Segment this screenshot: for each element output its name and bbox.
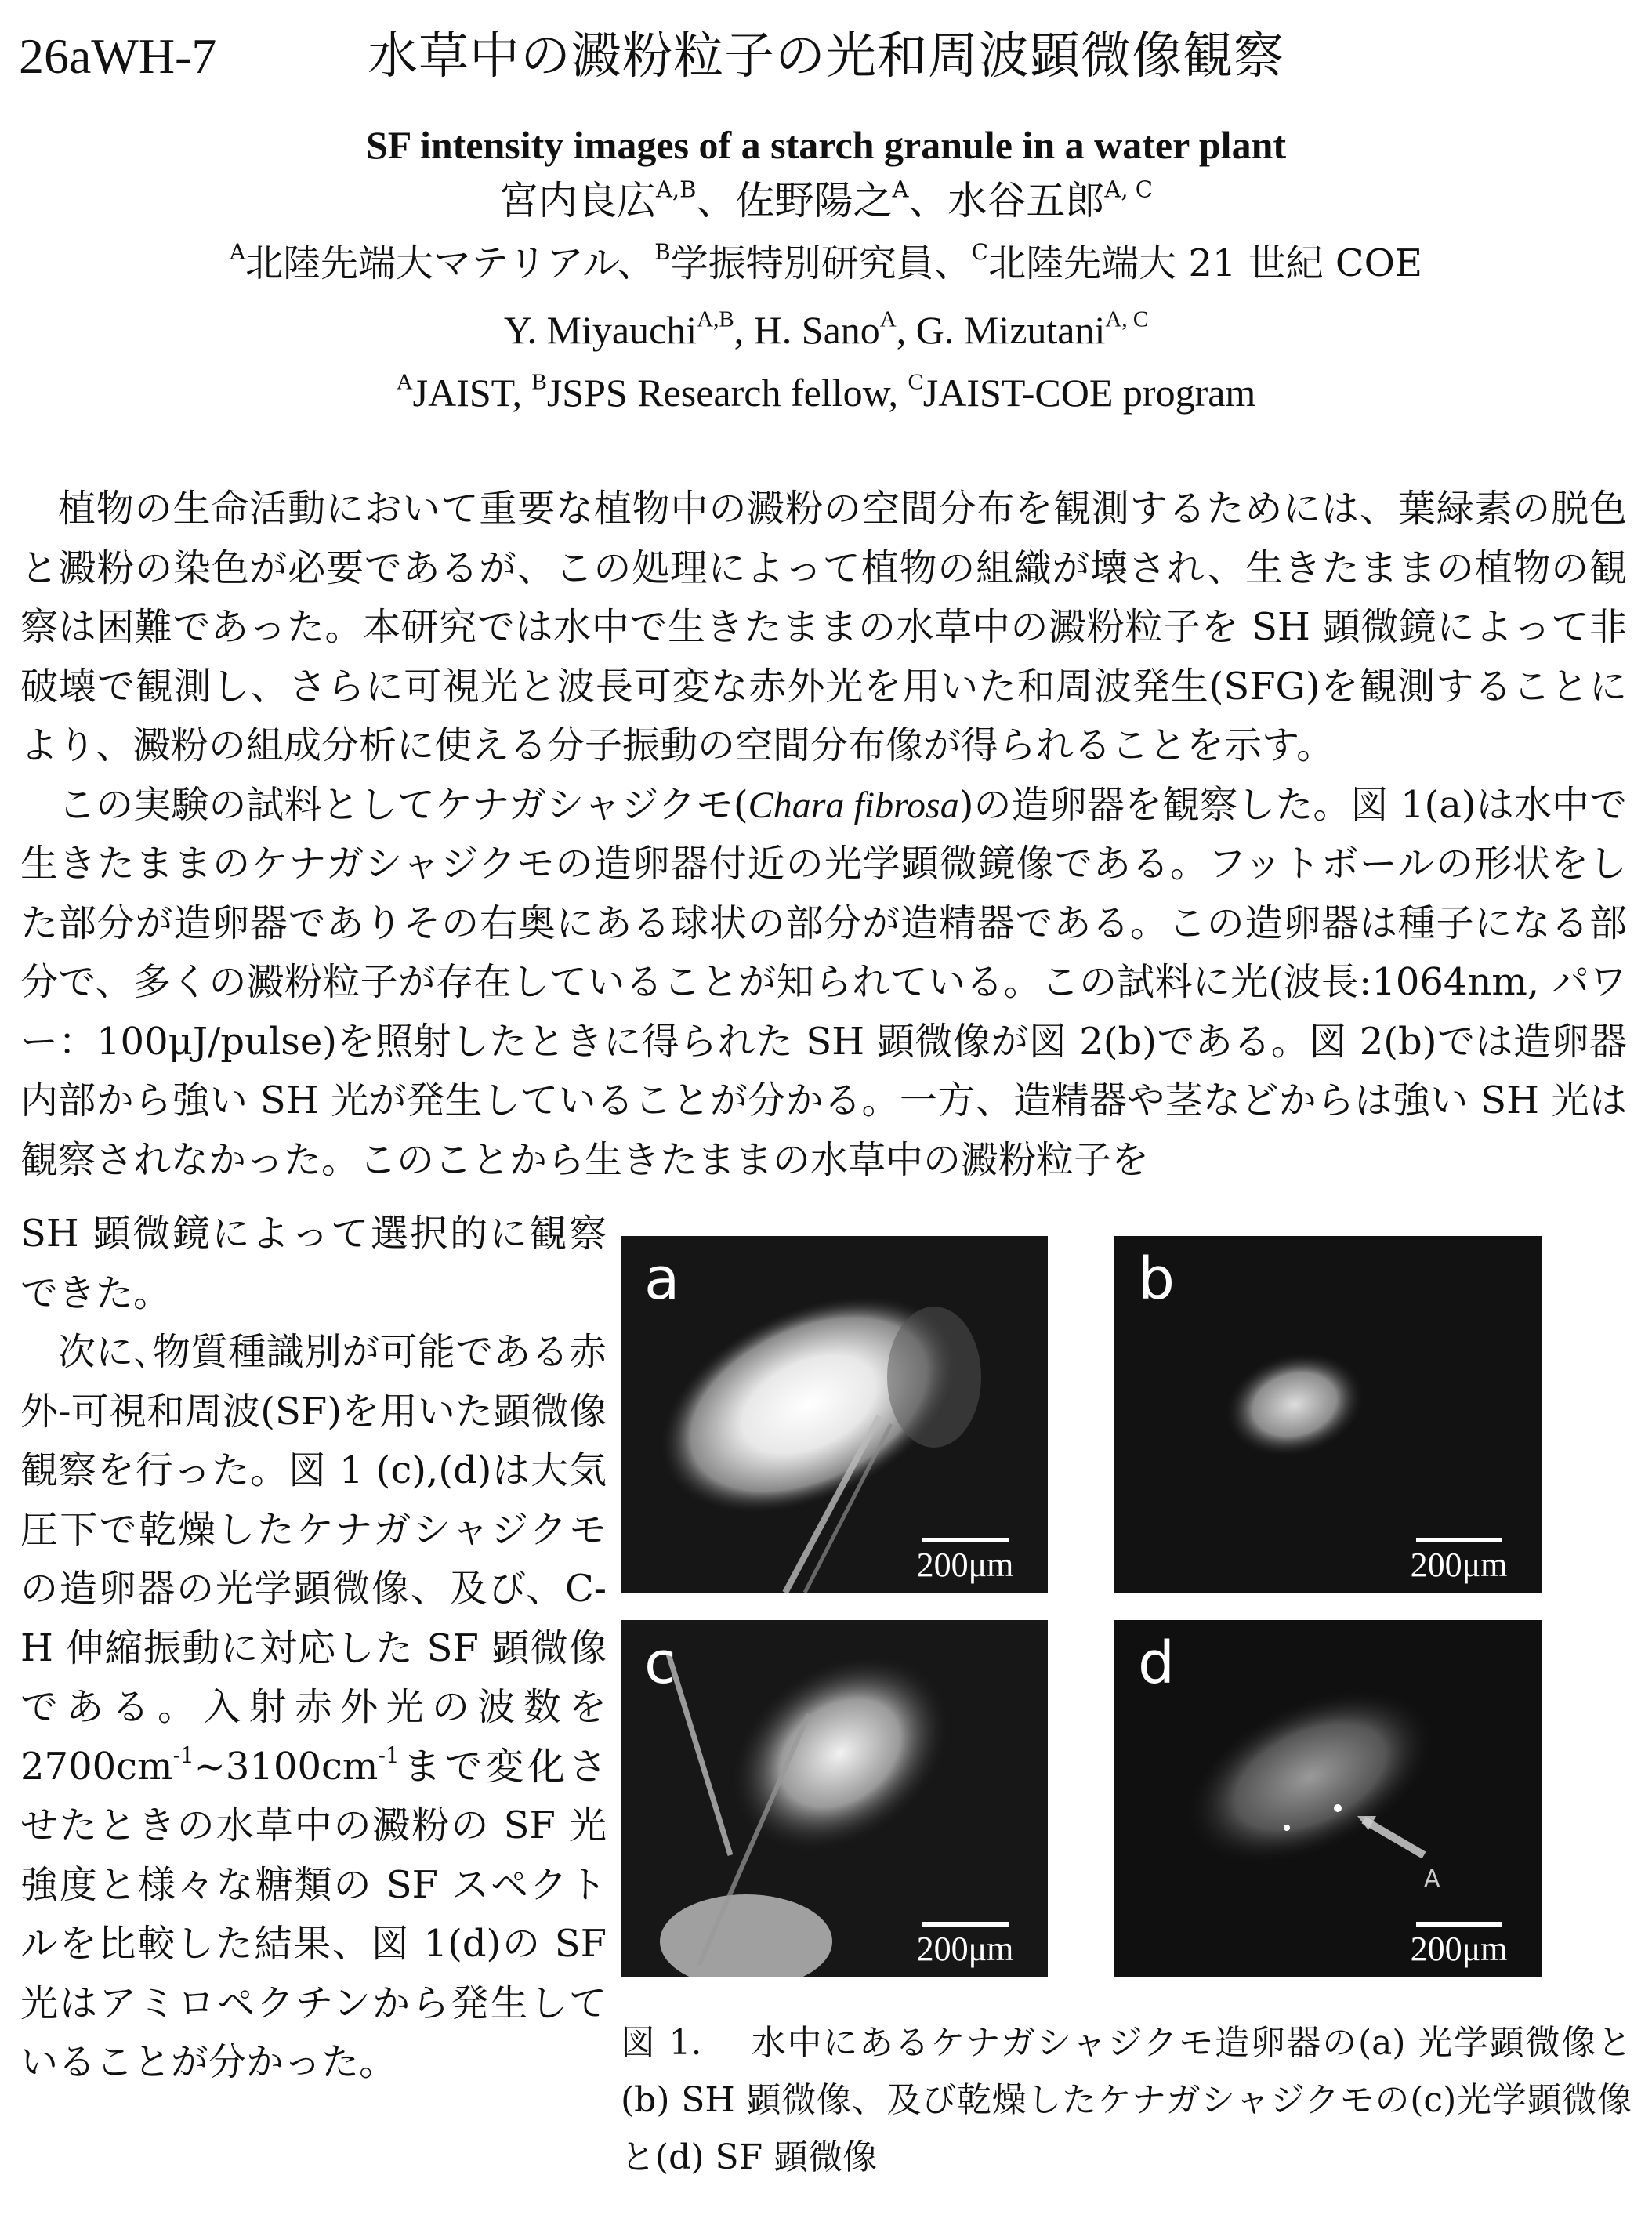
paragraph-3-text: まで変化させたときの水草中の澱粉の SF 光強度と様々な糖類の SF スペクトルを比較した結果、図 1(d)の SF 光はアミロペクチンから発生していることが分かった。 [20, 1744, 607, 2084]
affiliations-en [0, 364, 1652, 421]
affil-en-1: JAIST, [412, 371, 532, 415]
paragraph-2-end: SH 顕微鏡によって選択的に観察できた。 [20, 1212, 607, 1315]
scale-bar-line [922, 1538, 1009, 1542]
affil-marker: B [531, 369, 547, 395]
author-ja-3-affil: A, C [1104, 176, 1153, 203]
scale-bar [897, 1922, 1034, 1969]
affil-marker: B [654, 239, 671, 266]
scale-bar [897, 1538, 1034, 1585]
paragraph-1: 植物の生命活動において重要な植物中の澱粉の空間分布を観測するためには、葉緑素の脱色と澱粉の染色が必要であるが、この処理によって植物の組織が壊され、生きたままの植物の観察は困難であった。本研究では水中で生きたままの水草中の澱粉粒子を SH 顕微鏡によって非破壊で観測し、さらに可視光と波長可変な赤外光を用いた和周波発生(SFG)を観測することにより、澱粉の組成分析に使える分子振動の空間分布像が得られることを示す。 [20, 487, 1627, 767]
marker-label: A [1424, 1865, 1440, 1893]
author-en-1: Y. Miyauchi [503, 308, 697, 352]
scale-bar-line [1416, 1922, 1502, 1927]
figure-caption: 図 1. 水中にあるケナガシャジクモ造卵器の(a) 光学顕微像と (b) SH 顕微像、及び乾燥したケナガシャジクモの(c)光学顕微像と(d) SF 顕微像 [621, 2023, 1632, 2177]
affil-marker: C [971, 239, 989, 266]
scale-bar-line [922, 1922, 1009, 1927]
paragraph-2-text: この実験の試料としてケナガシャジクモ( [58, 782, 748, 827]
panel-d-sf-image [1114, 1620, 1542, 1977]
affil-en-3: JAIST-COE program [922, 371, 1256, 415]
panel-label: d [1138, 1629, 1175, 1697]
scale-bar-line [1416, 1538, 1502, 1542]
panel-c-optical-image [621, 1620, 1048, 1977]
title-ja: 水草中の澱粉粒子の光和周波顕微像観察 [368, 27, 1284, 85]
scale-label: 200μm [916, 1930, 1014, 1968]
paragraph-2-text: )の造卵器を観察した。図 1(a)は水中で生きたままのケナガシャジクモの造卵器付近の光学顕微鏡像である。フットボールの形状をした部分が造卵器でありその右奥にある球状の部分が造精器である。この造卵器は種子になる部分で、多くの澱粉粒子が存在していることが知られている。この試料に光(波長:1064nm, パワー：100μJ/pulse)を照射したときに得られた SH 顕微像が図 2(b)である。図 2(b)では造卵器内部から強い SH 光が発生していることが分かる。一方、造精器や茎などからは強い SH 光は観察されなかった。このことから生きたままの水草中の澱粉粒子を [20, 782, 1627, 1182]
body-text-full [20, 480, 1627, 1190]
paragraph-2 [20, 776, 1627, 1191]
author-ja-1: 宮内良広 [498, 178, 656, 223]
author-separator: 、 [908, 178, 948, 223]
figure-1 [621, 1236, 1596, 2020]
author-en-2-affil: A [879, 306, 897, 332]
scale-label: 200μm [1410, 1930, 1508, 1968]
author-separator: 、 [696, 178, 736, 223]
paragraph-3 [20, 1323, 607, 2093]
author-ja-1-affil: A,B [655, 176, 697, 203]
panel-a-optical-image [621, 1236, 1048, 1593]
panel-label: b [1138, 1245, 1175, 1313]
authors-ja [0, 172, 1652, 229]
body-text-column [20, 1205, 607, 2093]
paragraph-3-text: ~3100cm [194, 1744, 379, 1789]
panel-label: a [644, 1245, 680, 1313]
author-ja-3: 水谷五郎 [947, 178, 1105, 223]
header [19, 17, 1633, 111]
panel-label: c [644, 1629, 676, 1697]
affil-ja-3: 北陸先端大 21 世紀 COE [988, 241, 1423, 285]
scale-label: 200μm [1410, 1546, 1508, 1584]
affil-marker: A [396, 369, 413, 395]
species-name: Chara fibrosa [748, 784, 959, 826]
author-en-3-affil: A, C [1105, 306, 1149, 332]
affil-ja-1: 北陸先端大マテリアル、 [245, 241, 655, 285]
affiliations-ja [0, 235, 1652, 292]
title-en: SF intensity images of a starch granule in a water plant [365, 123, 1287, 167]
panel-b-sh-image [1114, 1236, 1542, 1593]
affil-marker: A [229, 239, 246, 266]
scale-label: 200μm [916, 1546, 1014, 1584]
superscript: -1 [378, 1742, 400, 1768]
author-ja-2: 佐野陽之 [735, 178, 893, 223]
affil-marker: C [908, 369, 923, 395]
author-en-3: , G. Mizutani [896, 308, 1106, 352]
author-en-2: , H. Sano [734, 308, 880, 352]
superscript: -1 [172, 1742, 194, 1768]
paragraph-3-text: 次に､物質種識別が可能である赤外-可視和周波(SF)を用いた顕微像観察を行った。図 1 (c),(d)は大気圧下で乾燥したケナガシャジクモの造卵器の光学顕微像、及び、C-H 伸縮振動に対応した SF 顕微像である。入射赤外光の波数を 2700cm [20, 1330, 607, 1789]
author-en-1-affil: A,B [697, 306, 734, 332]
affil-ja-2: 学振特別研究員、 [670, 241, 972, 285]
paper-id: 26aWH-7 [19, 28, 217, 84]
author-ja-2-affil: A [892, 176, 909, 203]
scale-bar [1390, 1922, 1527, 1969]
authors-en [0, 302, 1652, 358]
affil-en-2: JSPS Research fellow, [546, 371, 908, 415]
scale-bar [1390, 1538, 1527, 1585]
